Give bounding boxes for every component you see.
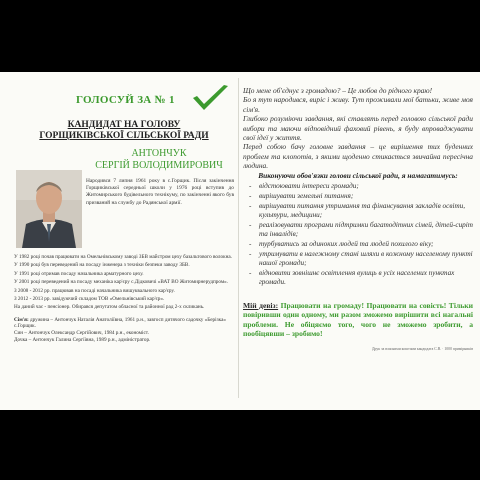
family-line: Дочка – Антончук Галина Сергіївна, 1989 р.н., адміністратор. (14, 336, 151, 343)
bio-block (14, 176, 234, 254)
vote-row (14, 84, 234, 104)
candidate-first-names: СЕРГІЙ ВОЛОДИМИРОВИЧ (95, 160, 223, 171)
career-fact: У 1982 році почав працювати на Омельнівському заводі ЗБВ майстром цеху базальтового волокна. (14, 254, 232, 260)
fineprint: Друк за власними коштами кандидата С.В. · 1000 примірників (371, 347, 473, 352)
family-label: Сім'я: (14, 316, 29, 323)
program-intro (243, 86, 473, 171)
duty-item: - турбуватись за одиноких людей та людей похилого віку; (243, 240, 473, 249)
career-fact: На даний час - пенсіонер. Обирався депутатом обласної та районної рад 2-х скликань. (14, 304, 205, 311)
heading-line-2: ГОРЩИКІВСЬКОЇ СІЛЬСЬКОЇ РАДИ (39, 131, 209, 141)
candidate-heading (14, 120, 234, 142)
motto-text: Тільки повіривши один одному, ми разом зможемо вирішити всі нагальні проблеми. Не обіцяємо того, чого не зможемо зробити, а пообіцявши – зробимо! (243, 300, 473, 339)
program-paragraph: Що мене об'єднує з громадою? – Це любов до рідного краю! (243, 86, 433, 95)
candidate-photo (16, 170, 82, 248)
career-fact: У 1990 році був переведений на посаду інженера з техніки безпеки заводу ЗБВ. (14, 262, 190, 269)
motto-lead: Мій девіз: (243, 300, 279, 310)
duty-item: - вирішувати питання утримання та фінансування закладів освіти, культури, медицини; (243, 202, 473, 220)
duties-title: Виконуючи обов'язки голови сільської ради, я намагатимусь: (258, 170, 458, 180)
left-column (14, 84, 234, 408)
candidate-name (14, 148, 234, 172)
heading-line-1: КАНДИДАТ НА ГОЛОВУ (67, 120, 181, 130)
program-paragraph: Перед собою бачу головне завдання – це вирішення тих буденних проблем та клопотів, з якими щоденно стикається звичайна пересічна людина. (243, 142, 473, 171)
right-column (243, 86, 473, 406)
career-facts (14, 254, 234, 311)
family-section (14, 317, 234, 343)
career-fact: У 2001 році переведений на посаду механіка кар'єру с.Дідковичі «ВАТ ВО Житомирнерудпром». (14, 279, 229, 286)
family-line: дружина – Антончук Наталія Анатоліївна, 1961 р.н., завгосп дитячого садочку «Берізка» с.Горщик. (14, 316, 226, 330)
career-fact: У 1991 році отримав посаду начальника арматурного цеху. (14, 270, 144, 277)
candidate-surname: АНТОНЧУК (131, 148, 187, 159)
duty-item: - вирішувати земельні питання; (243, 192, 473, 201)
duty-item: - реалізовувати програми підтримки багатодітних сімей, дітей-сиріт та інвалідів; (243, 221, 473, 239)
duty-item: - відстоювати інтереси громади; (243, 182, 473, 191)
motto (243, 301, 473, 339)
duty-item: - утримувати в належному стані шляхи в кожному населеному пункті нашої громади; (243, 250, 473, 268)
program-paragraph: Глибоко розуміючи завдання, які ставлять перед головою сільської ради вибори та маючи відповідний фаховий рівень, я буду впроваджувати свої ідеї у життя. (243, 114, 473, 143)
column-divider (238, 78, 239, 398)
program-paragraph: Бо я тут народився, виріс і живу. Тут проживали мої батьки, живе моя сім'я. (243, 95, 473, 114)
family-line: Син – Антончук Олександр Сергійович, 1984 р.н., економіст. (14, 330, 149, 337)
duty-item: - відновити зовнішнє освітлення вулиць в усіх населених пунктах громади. (243, 269, 473, 287)
vote-title: ГОЛОСУЙ ЗА № 1 (76, 94, 175, 106)
motto-slogan: Працювати на громаду! Працювати на совість! (280, 300, 447, 310)
career-fact: З 2008 - 2012 рр. працював на посаді начальника вишуквального кар'єру. (14, 287, 175, 294)
leaflet-sheet (0, 72, 480, 410)
bio-text: Народився 7 липня 1961 року в с.Горщик. Після закінчення Горщиківської середньої школи у 1976 році вступив до Житомирського будівельного технікуму, по закінченні якого був призваний на службу до Радянської армії. (86, 178, 234, 206)
duties-list (243, 182, 473, 287)
check-mark-icon (190, 84, 230, 114)
career-fact: З 2012 - 2013 рр. завідуючий складом ТОВ «Омельнівський кар'єр». (14, 296, 165, 303)
